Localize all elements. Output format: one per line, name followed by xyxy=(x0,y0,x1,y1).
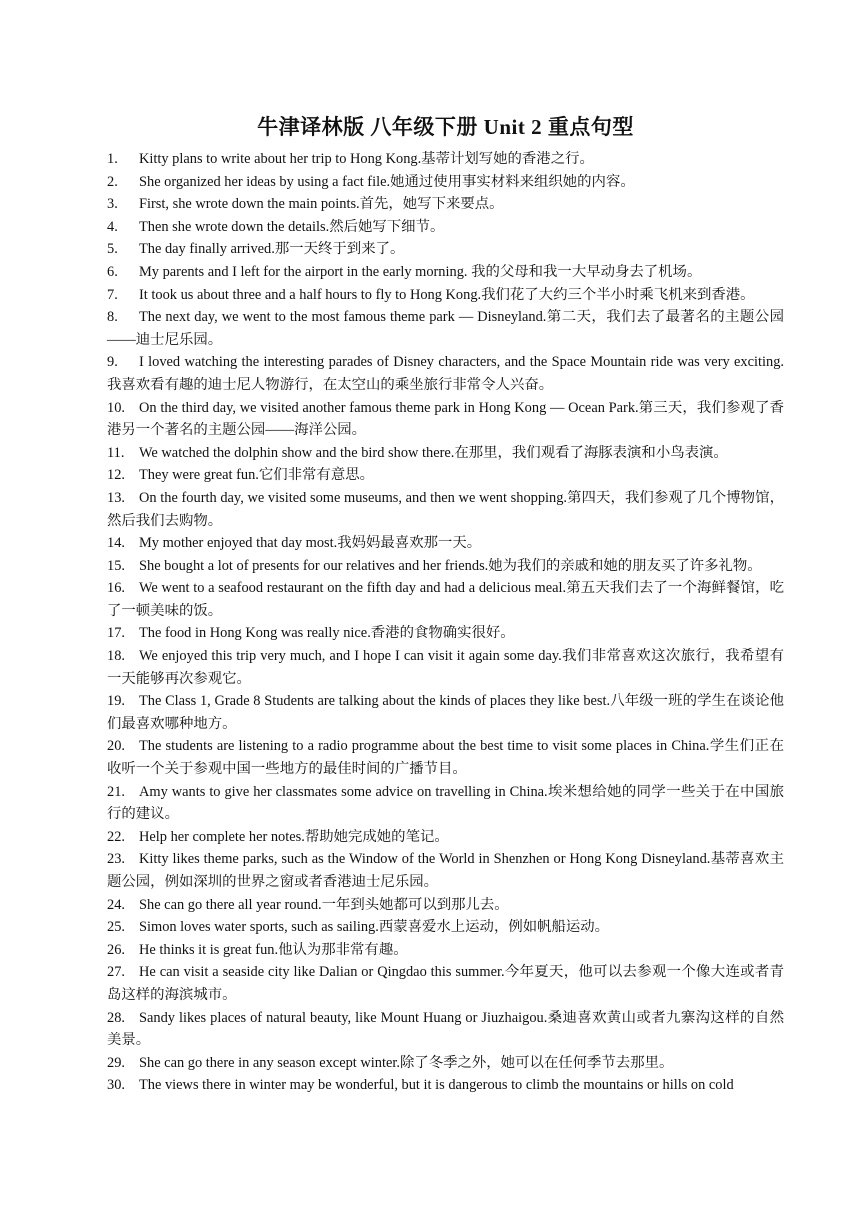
sentence-text: Then she wrote down the details.然后她写下细节。 xyxy=(139,218,445,235)
sentence-item xyxy=(107,848,784,893)
sentence-text: She can go there all year round.一年到头她都可以到那儿去。 xyxy=(139,896,509,913)
sentence-number: 25. xyxy=(107,919,125,936)
sentence-item xyxy=(107,397,784,442)
sentence-number: 15. xyxy=(107,557,125,574)
sentence-number: 10. xyxy=(107,399,125,416)
sentence-number: 23. xyxy=(107,851,125,868)
sentence-number: 17. xyxy=(107,625,125,642)
sentence-number: 13. xyxy=(107,489,125,506)
sentence-item xyxy=(107,781,784,826)
sentence-text: She bought a lot of presents for our relatives and her friends.她为我们的亲戚和她的朋友买了许多礼物。 xyxy=(139,557,762,574)
sentence-text: First, she wrote down the main points.首先，她写下来要点。 xyxy=(139,196,504,213)
sentence-item xyxy=(107,171,784,194)
sentence-item xyxy=(107,894,784,917)
document-page xyxy=(107,112,784,1097)
sentence-item xyxy=(107,306,784,351)
sentence-item xyxy=(107,939,784,962)
sentence-text: On the third day, we visited another famous theme park in Hong Kong — Ocean Park.第三天，我们参观了香港另一个著名的主题公园——海洋公园。 xyxy=(107,399,784,439)
sentence-item xyxy=(107,826,784,849)
sentence-number: 7. xyxy=(107,286,118,303)
sentence-item xyxy=(107,916,784,939)
sentence-item xyxy=(107,261,784,284)
sentence-number: 12. xyxy=(107,467,125,484)
sentence-number: 11. xyxy=(107,444,125,461)
sentence-item xyxy=(107,216,784,239)
sentence-number: 5. xyxy=(107,241,118,258)
sentence-number: 30. xyxy=(107,1077,125,1094)
sentence-number: 2. xyxy=(107,173,118,190)
sentence-number: 18. xyxy=(107,648,125,665)
sentence-list xyxy=(107,148,784,1097)
sentence-text: She can go there in any season except winter.除了冬季之外，她可以在任何季节去那里。 xyxy=(139,1054,674,1071)
sentence-text: He can visit a seaside city like Dalian or Qingdao this summer.今年夏天，他可以去参观一个像大连或者青岛这样的海滨城市。 xyxy=(107,964,784,1003)
sentence-text: Kitty plans to write about her trip to Hong Kong.基蒂计划写她的香港之行。 xyxy=(139,151,594,167)
sentence-text: My mother enjoyed that day most.我妈妈最喜欢那一天。 xyxy=(139,535,482,552)
sentence-text: Help her complete her notes.帮助她完成她的笔记。 xyxy=(139,828,449,845)
sentence-number: 24. xyxy=(107,896,125,913)
sentence-text: Amy wants to give her classmates some advice on travelling in China.埃米想给她的同学一些关于在中国旅行的建议。 xyxy=(107,783,784,823)
sentence-number: 20. xyxy=(107,738,125,755)
document-title: 牛津译林版 八年级下册 Unit 2 重点句型 xyxy=(257,115,634,139)
sentence-text: The students are listening to a radio programme about the best time to visit some places in China.学生们正在收听一个关于参观中国一些地方的最佳时间的广播节目。 xyxy=(107,738,784,778)
sentence-text: They were great fun.它们非常有意思。 xyxy=(139,467,374,484)
sentence-text: The day finally arrived.那一天终于到来了。 xyxy=(139,241,405,258)
sentence-item xyxy=(107,555,784,578)
sentence-number: 16. xyxy=(107,580,125,597)
sentence-item xyxy=(107,645,784,690)
sentence-number: 21. xyxy=(107,783,125,800)
sentence-item xyxy=(107,1007,784,1052)
sentence-text: Kitty likes theme parks, such as the Window of the World in Shenzhen or Hong Kong Disneyland.基蒂喜欢主题公园，例如深圳的世界之窗或者香港迪士尼乐园。 xyxy=(107,851,784,890)
sentence-text: We watched the dolphin show and the bird show there.在那里，我们观看了海豚表演和小鸟表演。 xyxy=(139,444,728,461)
sentence-item xyxy=(107,148,784,171)
sentence-item xyxy=(107,961,784,1006)
sentence-text: It took us about three and a half hours to fly to Hong Kong.我们花了大约三个半小时乘飞机来到香港。 xyxy=(139,286,755,303)
sentence-number: 29. xyxy=(107,1054,125,1071)
sentence-item xyxy=(107,532,784,555)
sentence-number: 26. xyxy=(107,941,125,958)
sentence-number: 19. xyxy=(107,693,125,710)
sentence-text: Simon loves water sports, such as sailing.西蒙喜爱水上运动，例如帆船运动。 xyxy=(139,919,610,936)
sentence-number: 22. xyxy=(107,828,125,845)
sentence-number: 3. xyxy=(107,196,118,213)
sentence-item xyxy=(107,1074,784,1097)
sentence-text: She organized her ideas by using a fact file.她通过使用事实材料来组织她的内容。 xyxy=(139,173,635,190)
sentence-text: The next day, we went to the most famous theme park — Disneyland.第二天，我们去了最著名的主题公园——迪士尼乐园。 xyxy=(107,309,784,348)
sentence-text: The views there in winter may be wonderful, but it is dangerous to climb the mountains or hills on cold xyxy=(139,1077,734,1094)
sentence-text: The Class 1, Grade 8 Students are talking about the kinds of places they like best.八年级一班的学生在谈论他们最喜欢哪种地方。 xyxy=(107,693,784,732)
sentence-item xyxy=(107,351,784,396)
sentence-item xyxy=(107,622,784,645)
sentence-text: We went to a seafood restaurant on the fifth day and had a delicious meal.第五天我们去了一个海鲜餐馆，吃了一顿美味的饭。 xyxy=(107,580,784,619)
sentence-text: My parents and I left for the airport in the early morning. 我的父母和我一大早动身去了机场。 xyxy=(139,263,702,280)
sentence-item xyxy=(107,284,784,307)
sentence-item xyxy=(107,690,784,735)
sentence-text: Sandy likes places of natural beauty, like Mount Huang or Jiuzhaigou.桑迪喜欢黄山或者九寨沟这样的自然美景。 xyxy=(107,1009,784,1049)
sentence-number: 9. xyxy=(107,354,118,371)
sentence-item xyxy=(107,238,784,261)
sentence-item xyxy=(107,193,784,216)
sentence-item xyxy=(107,442,784,465)
sentence-item xyxy=(107,735,784,780)
sentence-text: He thinks it is great fun.他认为那非常有趣。 xyxy=(139,941,408,958)
sentence-item xyxy=(107,464,784,487)
sentence-number: 27. xyxy=(107,964,125,981)
sentence-text: On the fourth day, we visited some museums, and then we went shopping.第四天，我们参观了几个博物馆，然后我们去购物。 xyxy=(107,489,784,529)
sentence-item xyxy=(107,487,784,532)
sentence-number: 6. xyxy=(107,263,118,280)
sentence-number: 8. xyxy=(107,309,118,326)
sentence-number: 28. xyxy=(107,1009,125,1026)
sentence-number: 14. xyxy=(107,535,125,552)
sentence-item xyxy=(107,577,784,622)
sentence-number: 1. xyxy=(107,151,118,167)
sentence-text: The food in Hong Kong was really nice.香港的食物确实很好。 xyxy=(139,625,515,642)
sentence-text: We enjoyed this trip very much, and I hope I can visit it again some day.我们非常喜欢这次旅行，我希望有一天能够再次参观它。 xyxy=(107,648,784,687)
sentence-number: 4. xyxy=(107,218,118,235)
sentence-item xyxy=(107,1052,784,1075)
sentence-text: I loved watching the interesting parades of Disney characters, and the Space Mountain ride was very exciting.我喜欢看有趣的迪士尼人物游行，在太空山的乘坐旅行非常令人兴奋。 xyxy=(107,354,784,393)
